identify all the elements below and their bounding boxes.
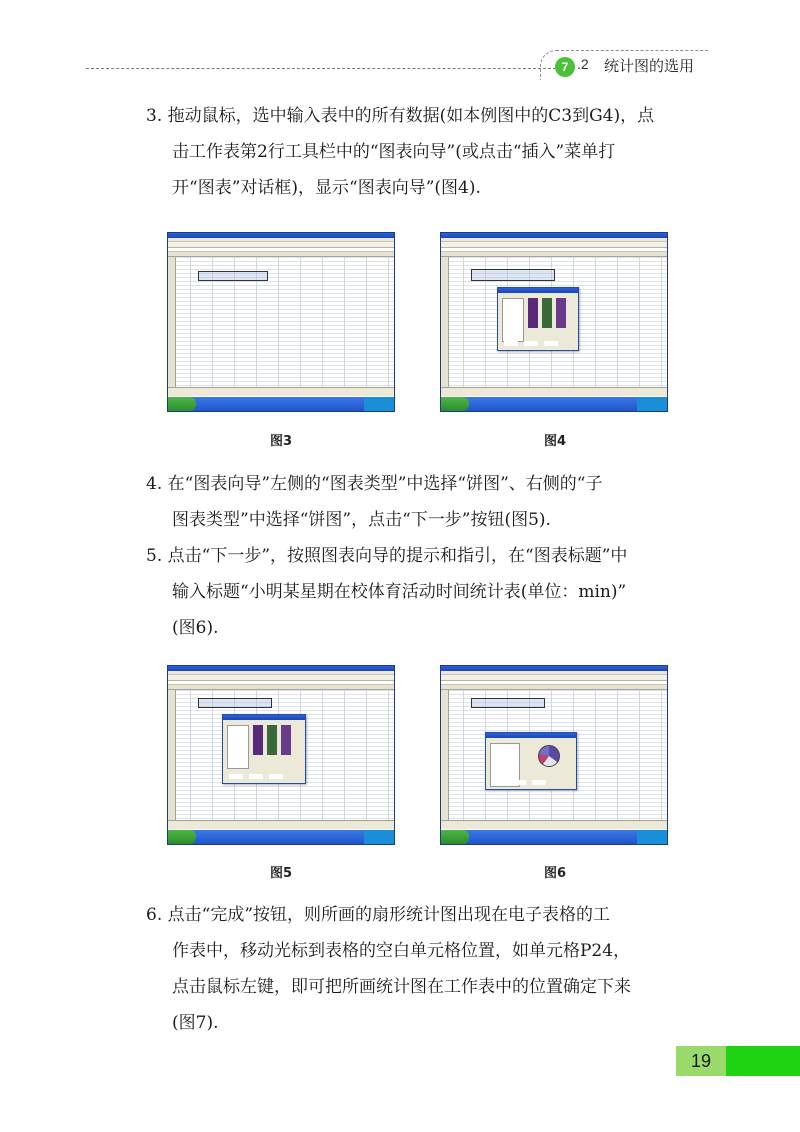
figure-4-caption: 图4 [543,434,567,449]
figure-6-caption: 图6 [543,866,567,881]
figure-3-screenshot [167,232,395,412]
text-line: (图7). [172,1013,219,1033]
text-line: 4. 在“图表向导”左侧的“图表类型”中选择“饼图”、右侧的“子 [146,474,603,494]
text-line: 5. 点击“下一步”，按照图表向导的提示和指引，在“图表标题”中 [146,546,628,566]
text-line: 输入标题“小明某星期在校体育活动时间统计表(单位：min)” [172,582,627,602]
text-line: 点击鼠标左键，即可把所画统计图在工作表中的位置确定下来 [172,977,631,997]
figure-5-caption: 图5 [269,866,293,881]
header-rule [86,68,556,69]
figure-5-screenshot [167,665,395,845]
text-line: 6. 点击“完成”按钮，则所画的扇形统计图出现在电子表格的工 [146,905,611,925]
page-number: 19 [676,1046,726,1076]
figure-6-screenshot [440,665,668,845]
section-title: 统计图的选用 [604,57,695,75]
paragraph-step-5 [146,538,698,646]
section-number-suffix: .2 [577,56,589,72]
text-line: 开“图表”对话框)，显示“图表向导”(图4). [172,178,481,198]
paragraph-step-6 [146,897,698,1041]
text-line: 击工作表第2行工具栏中的“图表向导”(或点击“插入”菜单打 [172,142,616,162]
paragraph-step-4 [146,466,698,538]
text-line: 3. 拖动鼠标，选中输入表中的所有数据(如本例图中的C3到G4)，点 [146,106,655,126]
text-line: (图6). [172,618,219,638]
paragraph-step-3 [146,98,698,206]
figure-3-caption: 图3 [269,434,293,449]
page-number-bar [726,1046,800,1076]
figure-4-screenshot [440,232,668,412]
text-line: 图表类型”中选择“饼图”，点击“下一步”按钮(图5). [172,510,551,530]
section-number-badge: 7 [555,57,575,77]
text-line: 作表中，移动光标到表格的空白单元格位置，如单元格P24， [172,941,631,961]
